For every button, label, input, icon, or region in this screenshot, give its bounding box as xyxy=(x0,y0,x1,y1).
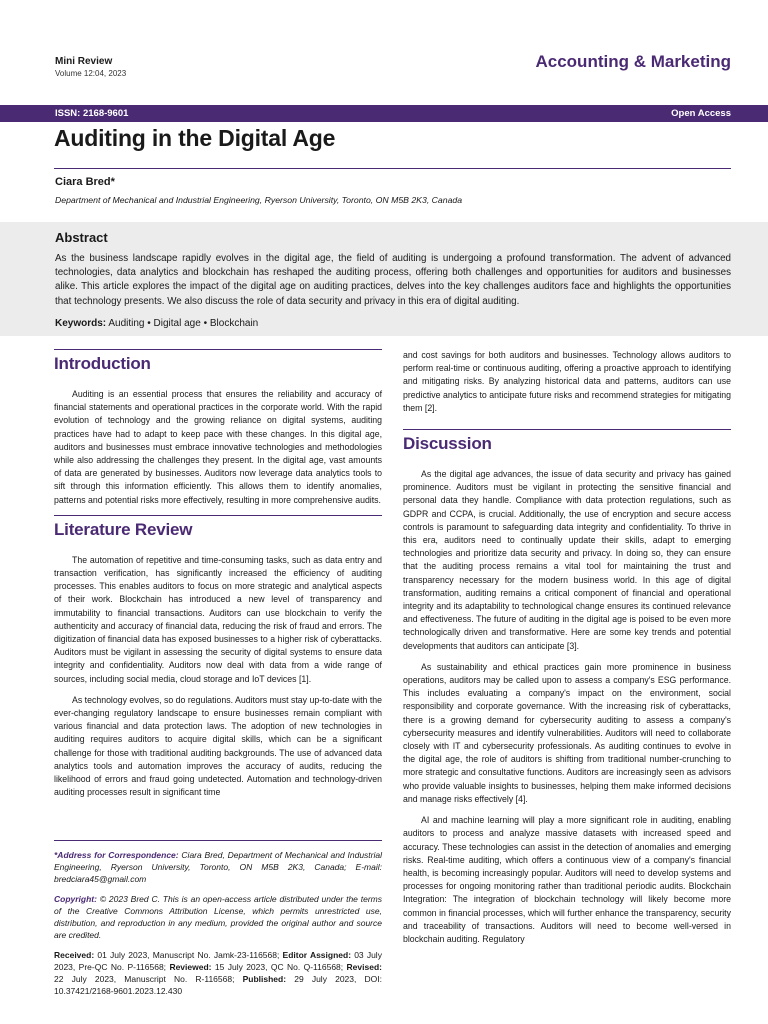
keywords xyxy=(55,318,258,329)
discussion-heading: Discussion xyxy=(403,434,492,454)
volume-info: Volume 12:04, 2023 xyxy=(55,69,127,78)
reviewed-date: 15 July 2023, QC No. Q-116568; xyxy=(214,962,344,972)
correspondence-label: *Address for Correspondence: xyxy=(54,850,179,860)
history-note xyxy=(54,949,382,997)
literature-review-paragraph: As technology evolves, so do regulations. Auditors must stay up-to-date with the ever-changing regulatory landscape to ensure businesses remain compliant with various financial and data protection laws. The adoption of new technologies in auditing requires auditors to acquire digital skills, which can be a significant challenge for those with traditional auditing backgrounds. The use of advanced data analytics tools and automation improves the accuracy of audits, reducing the likelihood of errors and fraud going undetected. Automation and technology-driven auditing processes result in significant time xyxy=(54,694,382,798)
author-affiliation: Department of Mechanical and Industrial Engineering, Ryerson University, Toronto, ON M5B 2K3, Canada xyxy=(55,195,463,205)
abstract-section xyxy=(0,222,768,336)
editor-date: 03 July 2023, Pre-QC No. P-116568; xyxy=(54,950,382,972)
journal-name[interactable]: Accounting & Marketing xyxy=(535,52,731,71)
introduction-heading: Introduction xyxy=(54,354,151,373)
left-column xyxy=(54,349,382,799)
reviewed-label: Reviewed: xyxy=(169,962,212,972)
title-divider xyxy=(54,168,731,169)
article-meta xyxy=(55,56,126,80)
copyright-text: © 2023 Bred C. This is an open-access article distributed under the terms of the Creative Commons Attribution License, which permits unrestricted use, distribution, and reproduction in any medium, provided the original author and source are credited. xyxy=(54,894,382,940)
footnotes xyxy=(54,840,382,997)
discussion-paragraph: As sustainability and ethical practices gain more prominence in business operations, auditors may be called upon to assess a company's ESG performance. This includes evaluating a company's impact on the environment, social responsibility and corporate governance. With the increasing risk of cyberattacks, there is a growing demand for cybersecurity auditing to assess a company's cybersecurity measures and identify vulnerabilities. Auditors will need to collaborate closely with IT and cybersecurity professionals. As auditing continues to evolve in the digital age, the role of auditors is shifting from traditional number-crunching to more strategic and consultative functions. Auditors are increasingly seen as advisors who provide valuable insights to businesses, helping them make informed decisions and manage risks effectively [4]. xyxy=(403,661,731,804)
revised-date: 22 July 2023, Manuscript No. R-116568; xyxy=(54,974,235,984)
received-date: 01 July 2023, Manuscript No. Jamk-23-116568; xyxy=(97,950,280,960)
author-name: Ciara Bred* xyxy=(55,176,115,188)
issn: ISSN: 2168-9601 xyxy=(55,108,129,119)
discussion-paragraph: As the digital age advances, the issue of data security and privacy has gained prominence. Auditors must be vigilant in protecting the sensitive financial and personal data they handle. Compliance with data protection regulations, such as GDPR and CCPA, is crucial. Additionally, the use of encryption and secure access controls is paramount to safeguarding data integrity and confidentiality. To thrive in this era, auditors need to continually update their skills, adapt to emerging technologies and prioritize data security and privacy. In doing so, they can ensure that the auditing process remains a vital tool for maintaining the trust and transparency necessary for the modern business world. In this age of digital transformation, auditing remains a critical component of financial and operational integrity and its adaptability to technological change ensures its continued relevance and effectiveness. The future of auditing in the digital age is poised to be even more technologically driven and transformative. Here are some key trends and potential developments that auditors can anticipate [3]. xyxy=(403,469,731,651)
keywords-label: Keywords: xyxy=(55,318,107,329)
correspondence-note xyxy=(54,849,382,885)
issn-band xyxy=(0,105,768,122)
article-title: Auditing in the Digital Age xyxy=(54,125,336,151)
published-date[interactable]: 29 July 2023, DOI: 10.37421/2168-9601.2023.12.430 xyxy=(54,974,382,996)
section-divider xyxy=(54,515,382,516)
introduction-paragraph: Auditing is an essential process that ensures the reliability and accuracy of financial statements and operational practices in the corporate world. With the rapid evolution of technology and the growing reliance on digital systems, auditing practices have had to adapt to keep pace with these changes. In this digital age, auditors and businesses must embrace innovative technologies and methodologies while also addressing the challenges they present. In the digital age, vast amounts of data are generated by businesses. Auditors now leverage data analytics tools to sift through this information efficiently. This allows them to identify anomalies, patterns and potential risks more effectively, resulting in more comprehensive audits. xyxy=(54,389,382,505)
copyright-label: Copyright: xyxy=(54,894,97,904)
editor-label: Editor Assigned: xyxy=(282,950,352,960)
open-access-label: Open Access xyxy=(671,108,731,119)
abstract-text: As the business landscape rapidly evolves in the digital age, the field of auditing is undergoing a profound transformation. The advent of advanced technologies, data analytics and blockchain has reshaped the auditing process, offering both challenges and opportunities for auditors and businesses alike. This article explores the impact of the digital age on auditing practices, delves into the key challenges auditors face and highlights the opportunities that technology presents. We also discuss the role of data security and privacy in this era of digital auditing. xyxy=(55,253,731,307)
published-label: Published: xyxy=(242,974,287,984)
literature-review-heading: Literature Review xyxy=(54,519,193,539)
review-type: Mini Review xyxy=(55,56,113,67)
received-label: Received: xyxy=(54,950,95,960)
discussion-paragraph: AI and machine learning will play a more significant role in auditing, enabling auditors to process and analyze massive datasets with increased speed and accuracy. These technologies can assist in the detection of anomalies and emerging risks. Real-time auditing, which offers a continuous view of a company's financial health, is becoming increasingly popular. Auditors will need to develop systems and processes for ongoing monitoring rather than traditional periodic audits. Blockchain Integration: The integration of blockchain technology will likely become more common in financial processes, which will further enhance the transparency, security and traceability of transactions. Auditors will need to become well-versed in blockchain auditing. Regulatory xyxy=(403,815,731,944)
literature-review-paragraph: The automation of repetitive and time-consuming tasks, such as data entry and transaction verification, has significantly increased the efficiency of auditing processes. This enables auditors to focus on more strategic and analytical aspects of their work. Blockchain has introduced a new level of transparency and immutability to financial transactions. Auditors can use blockchain to verify the authenticity and accuracy of financial data, reducing the risk of fraud and errors. The digitization of financial data has exposed businesses to a higher risk of cyberattacks. Auditors must be vigilant in assessing the security of digital systems to ensure data integrity and confidentiality. Auditors now deal with data from a wide range of sources, including social media, cloud storage and IoT devices [1]. xyxy=(54,554,382,684)
section-divider xyxy=(403,429,731,430)
continued-paragraph: and cost savings for both auditors and businesses. Technology allows auditors to perform real-time or continuous auditing, offering a proactive approach to identifying and mitigating risks. By analyzing historical data and patterns, auditors can use predictive analytics to anticipate future risks and recommend strategies for mitigating them [2]. xyxy=(403,350,731,413)
keywords-list: Auditing • Digital age • Blockchain xyxy=(108,318,259,329)
copyright-note xyxy=(54,893,382,941)
revised-label: Revised: xyxy=(346,962,382,972)
right-column xyxy=(403,349,731,946)
abstract-heading: Abstract xyxy=(55,230,108,245)
section-divider xyxy=(54,349,382,350)
correspondence-text[interactable]: Ciara Bred, Department of Mechanical and Industrial Engineering, Ryerson University, Toronto, ON M5B 2K3, Canada; E-mail: bredciara45@gmail.com xyxy=(54,850,382,884)
